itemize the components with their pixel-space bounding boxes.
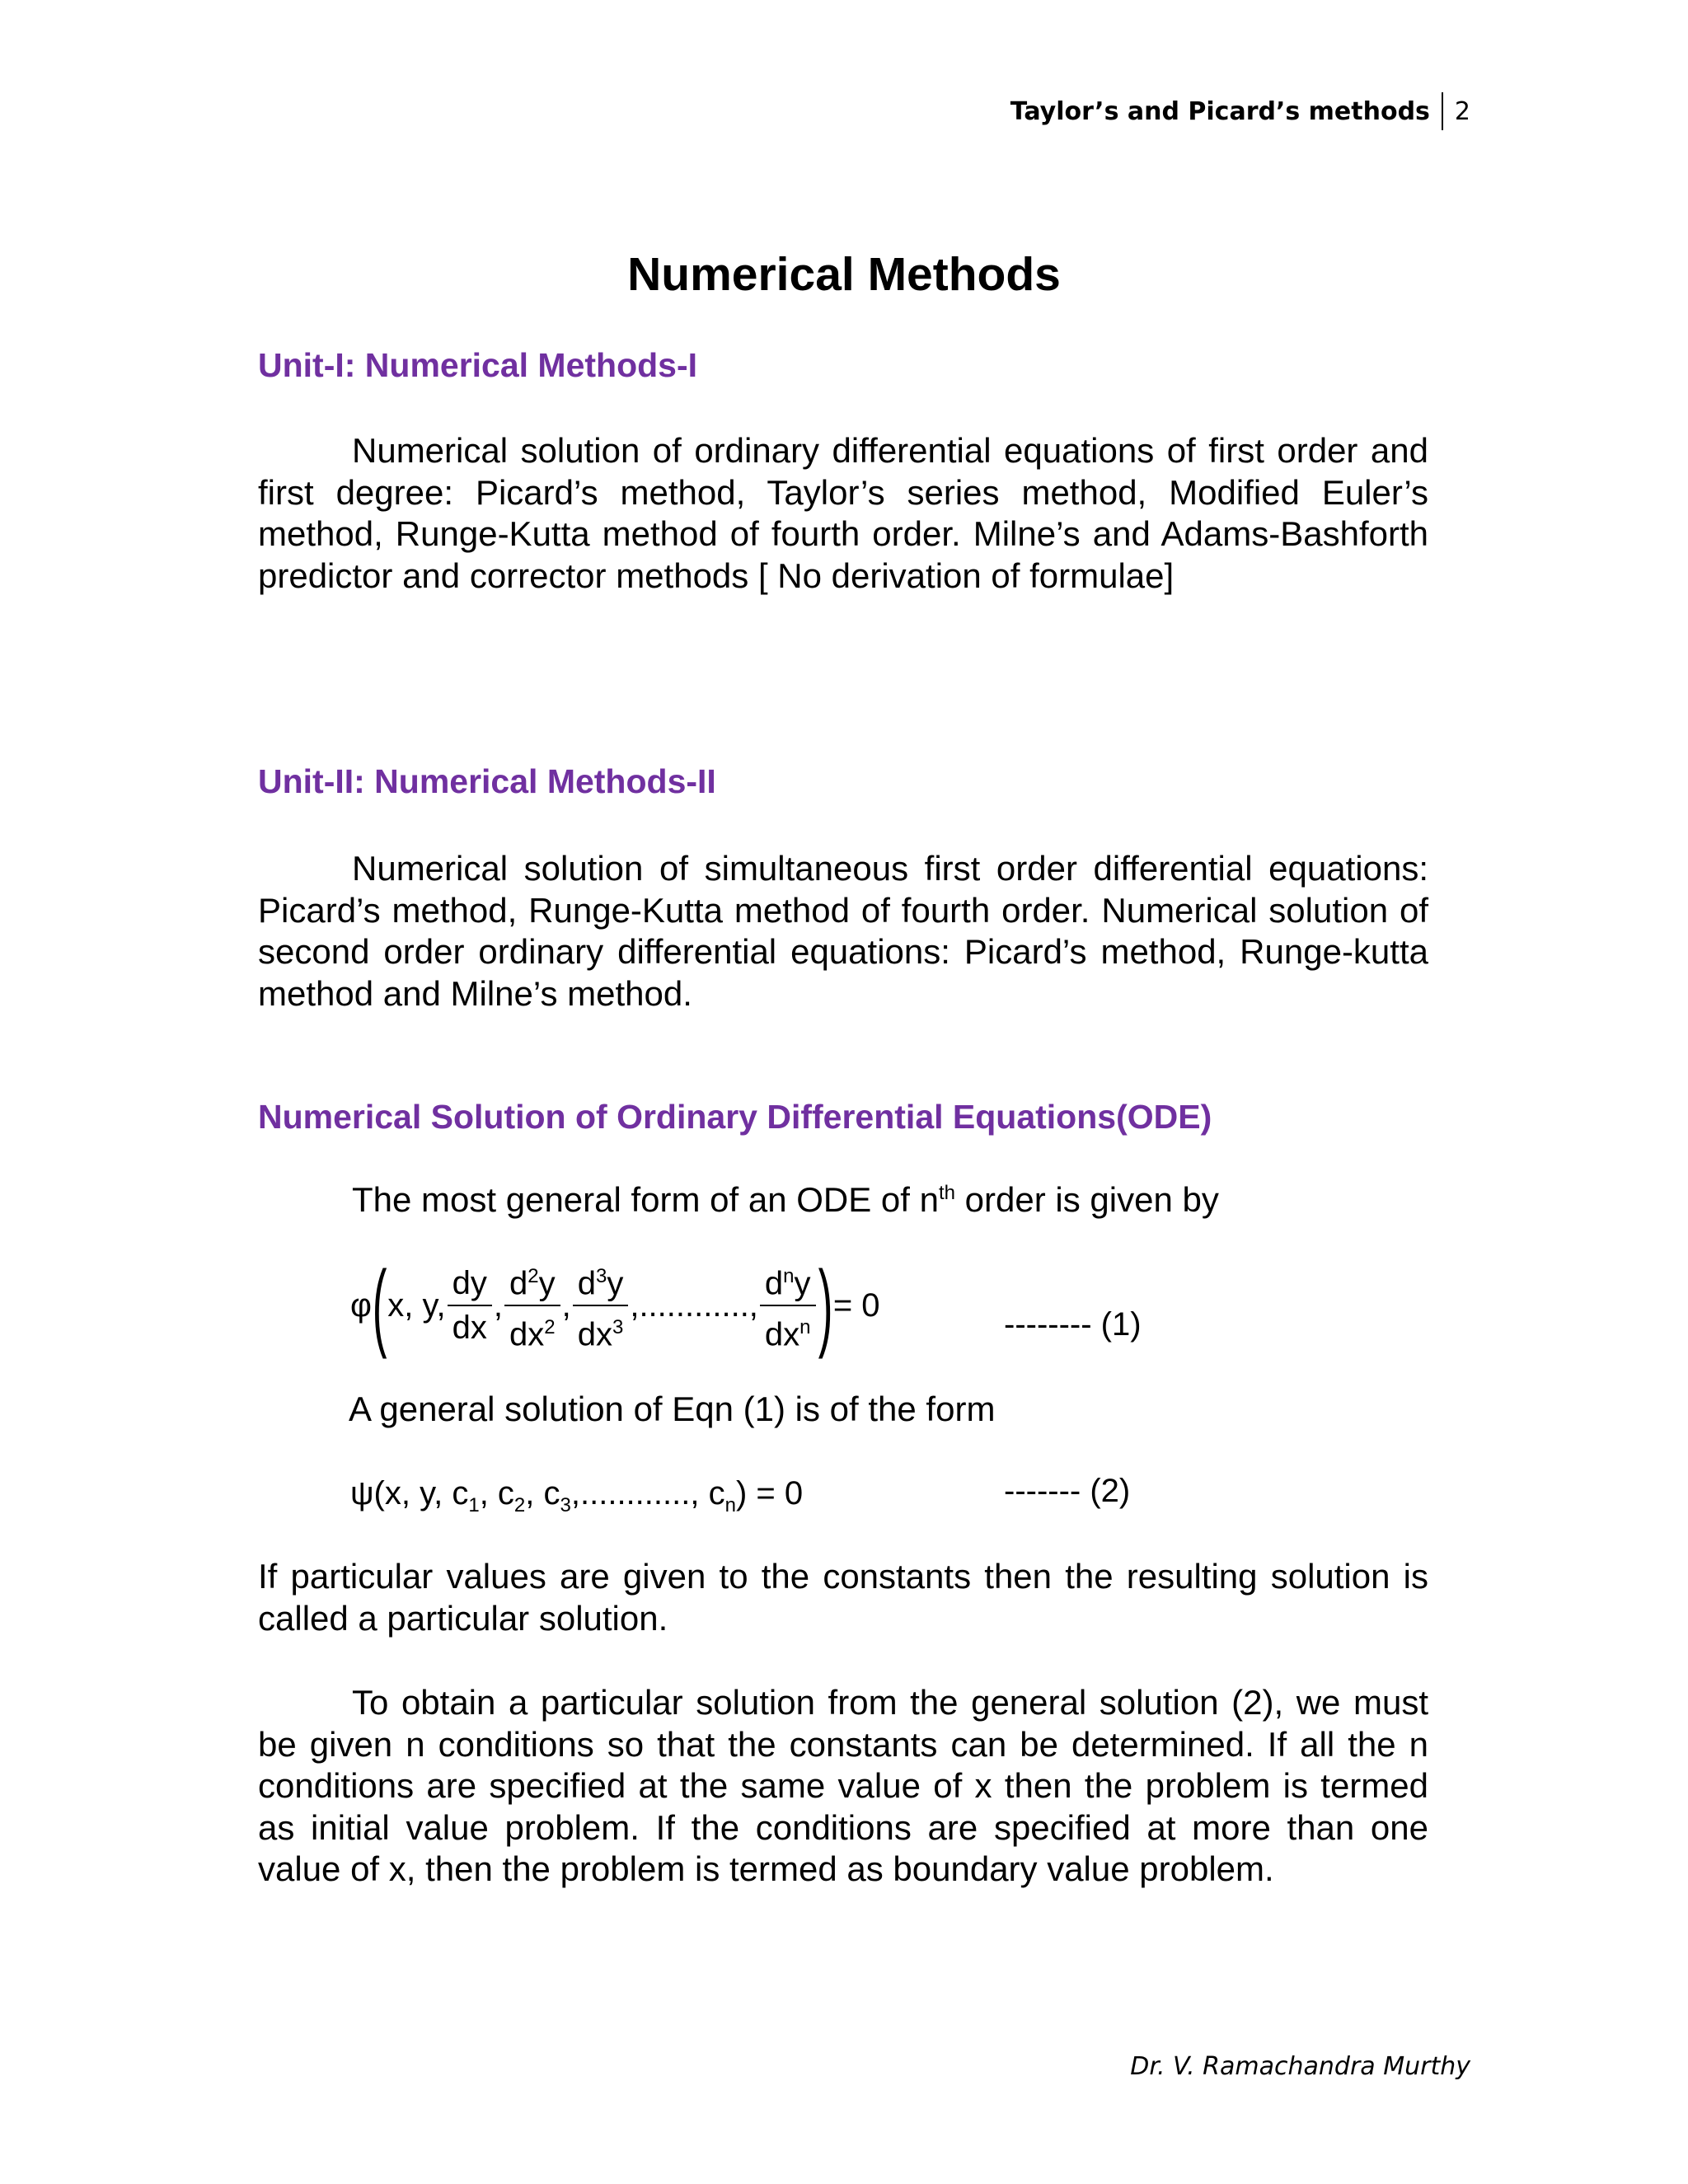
particular-solution-text: If particular values are given to the constants then the resulting solution is called a particular solution. xyxy=(258,1557,1428,1638)
document-title: Numerical Methods xyxy=(627,248,1061,301)
ode-heading: Numerical Solution of Ordinary Differential Equations(ODE) xyxy=(258,1098,1212,1136)
unit2-heading: Unit-II: Numerical Methods-II xyxy=(258,762,716,800)
equation-2-tag: ------- (2) xyxy=(1004,1473,1131,1509)
general-solution-text: A general solution of Eqn (1) is of the form xyxy=(349,1390,996,1428)
equation-1: φ ( x, y, $\frac{dy}{dx}$ , $\frac{d^2y}{dx^2}$ , $\frac{d^3y}{dx^3}$ ,............, $\frac{d^ny}{dx^n}$ ) = 0 xyxy=(350,1251,880,1360)
ode-intro: The most general form of an ODE of $n^{th}$ order is given by xyxy=(352,1180,1219,1219)
page-header xyxy=(1010,92,1470,130)
page-footer-author: Dr. V. Ramachandra Murthy xyxy=(1130,2052,1470,2081)
conditions-text: To obtain a particular solution from the general solution (2), we must be given n conditions so that the constants can be determined. If all the n conditions are specified at the same value of x then the problem is termed as initial value problem. If the conditions are specified at more than one value of x, then the problem is termed as boundary value problem. xyxy=(258,1683,1428,1888)
unit1-heading: Unit-I: Numerical Methods-I xyxy=(258,346,698,384)
header-title: Taylor’s and Picard’s methods xyxy=(1010,96,1430,126)
equation-2: ψ(x, y, $c_1$, $c_2$, $c_3$,............, $c_n) = 0$ xyxy=(350,1475,804,1516)
equation-1-tag: -------- (1) xyxy=(1004,1306,1142,1343)
page-number: 2 xyxy=(1454,96,1470,126)
unit2-body: Numerical solution of simultaneous first order differential equations: Picard’s method, Runge-Kutta method of fourth order. Numerical solution of second order ordinary differential equations: Picard’s method, Runge-kutta method and Milne’s method. xyxy=(258,849,1428,1013)
unit1-body: Numerical solution of ordinary differential equations of first order and first degree: Picard’s method, Taylor’s series method, Modified Euler’s method, Runge-Kutta method of fourth order. Milne’s and Adams-Bashforth predictor and corrector methods [ No derivation of formulae] xyxy=(258,431,1428,595)
